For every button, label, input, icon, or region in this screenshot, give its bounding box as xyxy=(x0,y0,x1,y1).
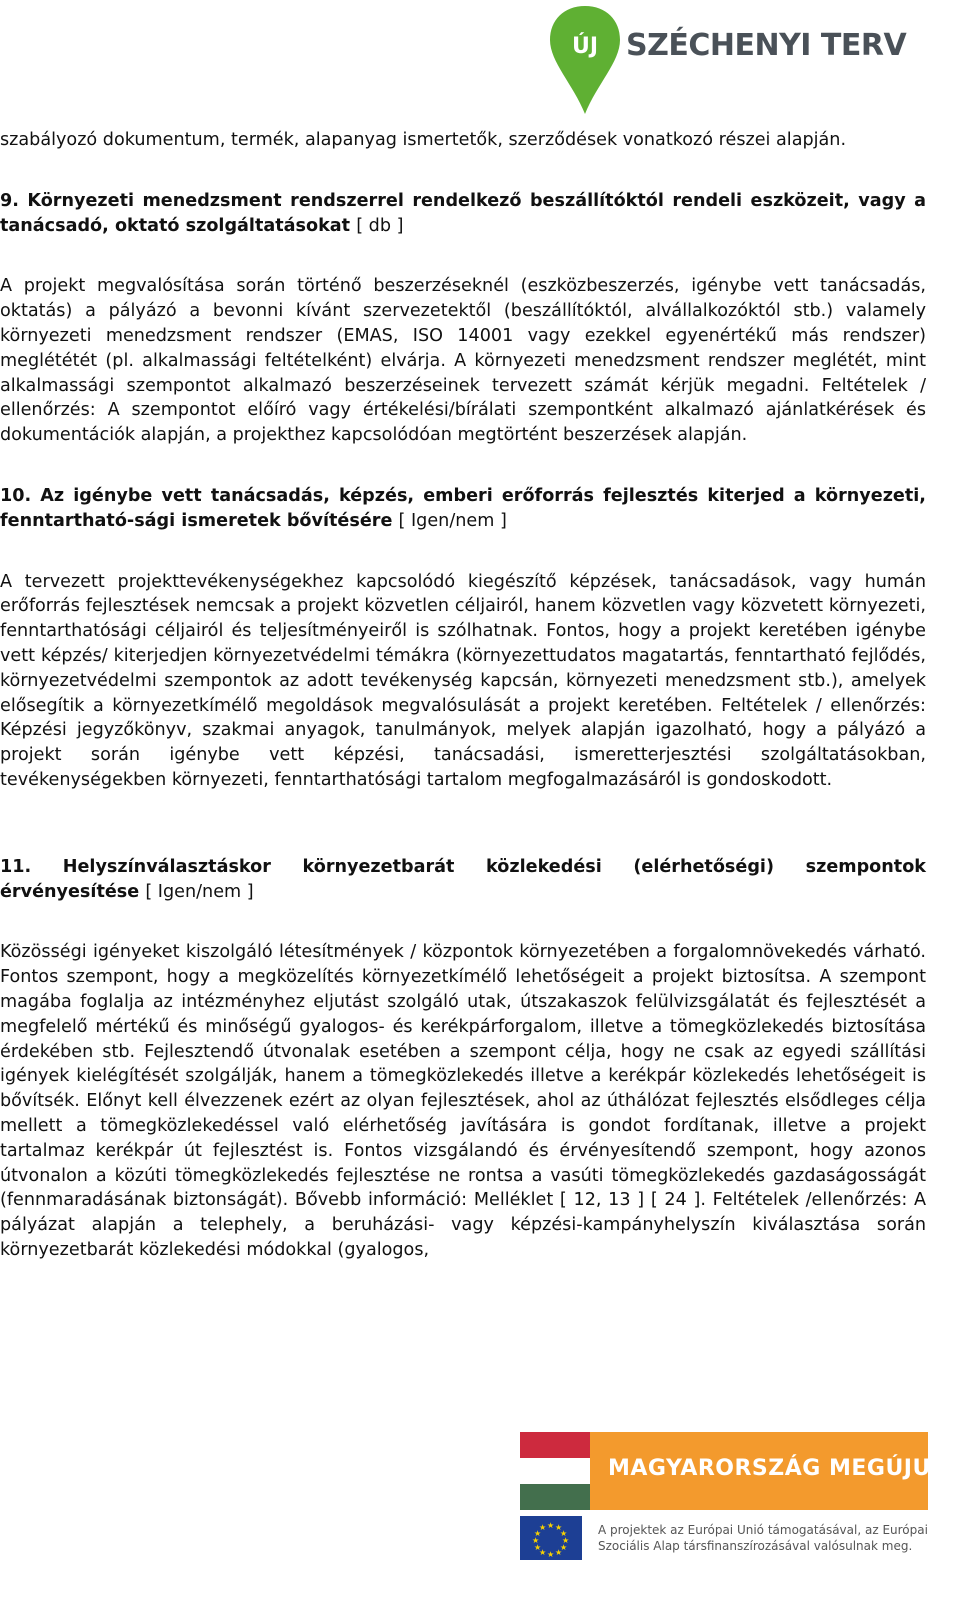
eu-note-line: A projektek az Európai Unió támogatásával, az Európai xyxy=(598,1523,928,1537)
section-heading-text: 9. Környezeti menedzsment rendszerrel rendelkező beszállítóktól rendeli eszközeit, vagy a tanácsadó, oktató szolgáltatásokat xyxy=(0,190,926,236)
eu-note-text xyxy=(598,1522,928,1554)
banner-text: MAGYARORSZÁG MEGÚJUL xyxy=(608,1456,946,1481)
eu-note-line: Szociális Alap társfinanszírozásával valósulnak meg. xyxy=(598,1539,913,1553)
hungarian-flag-icon xyxy=(520,1432,590,1510)
szechenyi-terv-logo xyxy=(548,6,908,116)
document-body xyxy=(0,128,926,1263)
section-heading-10 xyxy=(0,484,926,534)
intro-paragraph: szabályozó dokumentum, termék, alapanyag ismertetők, szerződések vonatkozó részei alapján. xyxy=(0,130,847,150)
section-paragraph-9: A projekt megvalósítása során történő beszerzéseknél (eszközbeszerzés, igénybe vett tanácsadás, oktatás) a pályázó a bevonni kívánt szervezetektől (beszállítóktól, alvállalkozóktól stb.) valamely környezeti menedzsment rendszer (EMAS, ISO 14001 vagy ezekkel egyenértékű más rendszer) meglététét (pl. alkalmassági feltételként) elvárja. A környezeti menedzsment rendszer meglétét, mint alkalmassági szempontot alkalmazó beszerzéseinek tervezett számát kérjük megadni. Feltételek / ellenőrzés: A szempontot előíró vagy értékelési/bírálati szempontként alkalmazó ajánlatkérések és dokumentációk alapján, a projekthez kapcsolódóan megtörtént beszerzések alapján. xyxy=(0,276,926,446)
section-heading-text: 11. Helyszínválasztáskor környezetbarát közlekedési (elérhetőségi) szempontok érvényesítése xyxy=(0,856,926,902)
section-heading-9 xyxy=(0,189,926,239)
eu-funding-note xyxy=(520,1514,928,1564)
banner-background xyxy=(590,1432,946,1510)
section-paragraph-10: A tervezett projekttevékenységekhez kapcsolódó kiegészítő képzések, tanácsadások, vagy humán erőforrás fejlesztések nemcsak a projekt közvetlen céljairól, hanem közvetlen vagy közvetett környezeti, fenntarthatósági céljairól és teljesítményeiről is szólhatnak. Fontos, hogy a projekt keretében igénybe vett képzés/ kiterjedjen környezetvédelmi témákra (környezettudatos magatartás, fenntartható fejlődés, környezetvédelmi szempontok az adott tevékenység kapcsán, környezeti menedzsment stb.), amelyek elősegítik a környezetkímélő megoldások megvalósulását a projekt keretében. Feltételek / ellenőrzés: Képzési jegyzőkönyv, szakmai anyagok, tanulmányok, melyek alapján igazolható, hogy a pályázó a projekt során igénybe vett képzési, tanácsadási, ismeretterjesztési szolgáltatásokban, tevékenységekben környezeti, fenntarthatósági tartalom megfogalmazásáról is gondoskodott. xyxy=(0,571,926,790)
location-pin-icon xyxy=(548,6,628,116)
eu-flag-icon: ★ ★ ★ ★ ★ ★ ★ ★ ★ ★ ★ ★ xyxy=(520,1516,582,1560)
section-heading-text: 10. Az igénybe vett tanácsadás, képzés, emberi erőforrás fejlesztés kiterjed a környezeti, fenntartható-sági ismeretek bővítésére xyxy=(0,485,926,531)
section-heading-11 xyxy=(0,855,926,905)
logo-brand-text: SZÉCHENYI TERV xyxy=(626,28,907,63)
section-paragraph-11: Közösségi igényeket kiszolgáló létesítmények / központok környezetében a forgalomnövekedés várható. Fontos szempont, hogy a megközelítés környezetkímélő lehetőségeit a projekt biztosítsa. A szempont magába foglalja az intézményhez eljutást szolgáló utak, útszakaszok felülvizsgálatát és fejlesztését a megfelelő mértékű és minőségű gyalogos- és kerékpárforgalom, illetve a tömegközlekedés biztosítása érdekében stb. Fejlesztendő útvonalak esetében a szempont célja, hogy ne csak az egyedi szállítási igények kielégítését szolgálják, hanem a tömegközlekedés illetve a kerékpár közlekedés lehetőségeit is bővítsék. Előnyt kell élvezzenek ezért az olyan fejlesztések, ahol az úthálózat fejlesztés elsődleges célja mellett a tömegközlekedéssel való elérhetőség javítására is gondot fordítanak, illetve a projekt tartalmaz kerékpár út fejlesztést is. Fontos vizsgálandó és érvényesítendő szempont, hogy azonos útvonalon a közúti tömegközlekedés fejlesztése ne rontsa a vasúti tömegközlekedés gazdaságosságát (fennmaradásának biztonságát). Bővebb információ: Melléklet [ 12, 13 ] [ 24 ]. Feltételek /ellenőrzés: A pályázat alapján a telephely, a beruházási- vagy képzési-kampányhelyszín kiválasztása során környezetbarát közlekedési módokkal (gyalogos, xyxy=(0,942,926,1260)
section-tag: [ Igen/nem ] xyxy=(398,510,507,531)
logo-badge: ÚJ xyxy=(571,34,599,59)
section-tag: [ db ] xyxy=(356,215,404,236)
section-tag: [ Igen/nem ] xyxy=(145,881,254,902)
magyarorszag-megujul-banner xyxy=(520,1432,946,1510)
